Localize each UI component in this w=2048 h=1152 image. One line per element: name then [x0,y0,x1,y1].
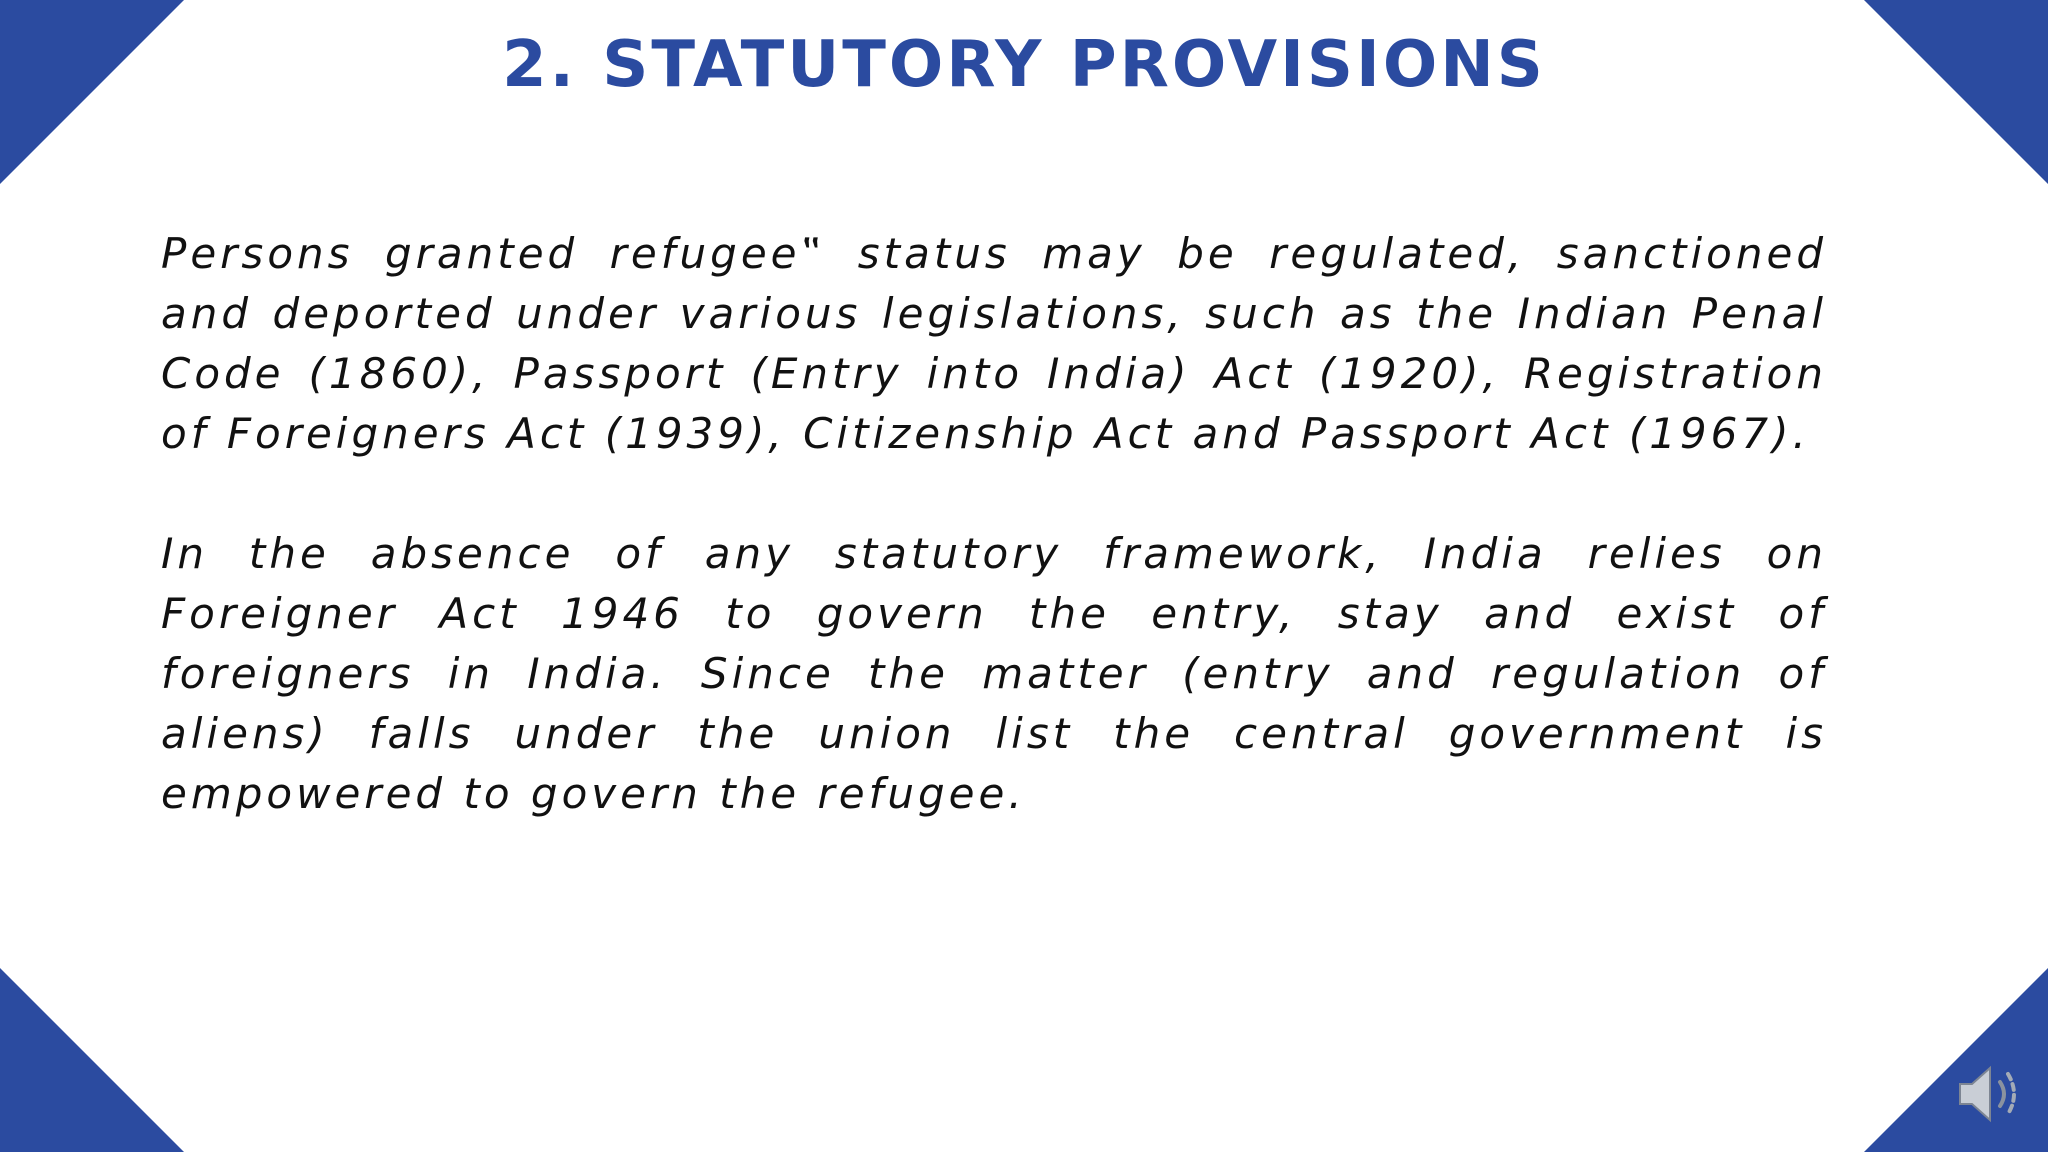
slide-title: 2. STATUTORY PROVISIONS [502,28,1546,102]
corner-triangle-bottom-left [0,968,184,1152]
body-paragraph-2: In the absence of any statutory framework, India relies on Foreigner Act 1946 to govern the entry, stay and exist of foreigners in India. Since the matter (entry and regulation of aliens) falls under the union list the central government is empowered to govern the refugee. [161,529,1827,818]
speaker-icon[interactable] [1956,1062,2026,1126]
body-paragraph-1: Persons granted refugee‟ status may be regulated, sanctioned and deported under various legislations, such as the Indian Penal Code (1860), Passport (Entry into India) Act (1920), Registration of Foreigners Act (1939), Citizenship Act and Passport Act (1967). [161,229,1827,458]
